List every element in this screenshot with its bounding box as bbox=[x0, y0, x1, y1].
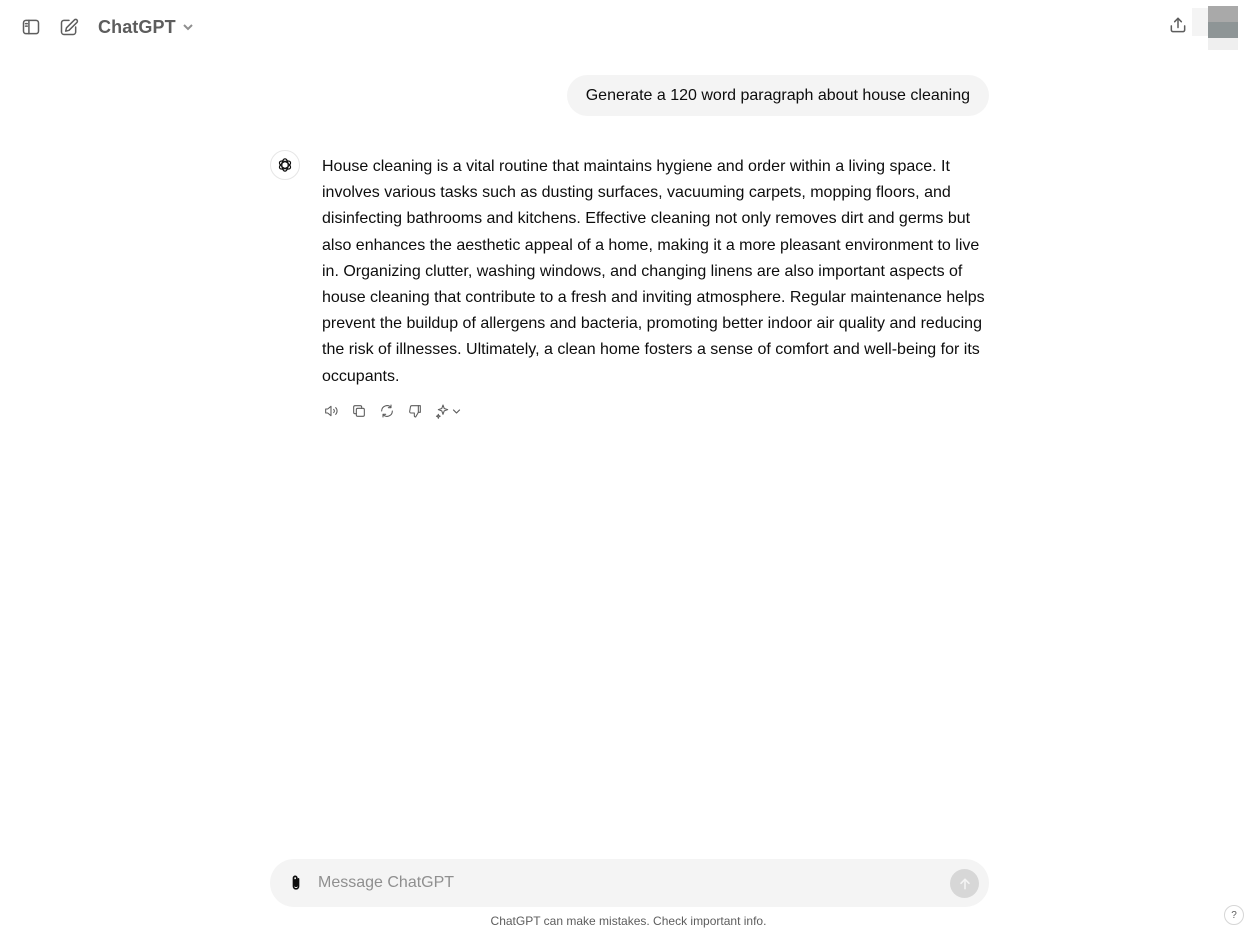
model-switch-button[interactable] bbox=[432, 400, 464, 422]
paperclip-icon bbox=[286, 873, 306, 893]
attach-button[interactable] bbox=[284, 871, 308, 895]
arrow-up-icon bbox=[957, 876, 973, 892]
app-title: ChatGPT bbox=[98, 16, 176, 37]
regenerate-icon bbox=[379, 403, 395, 419]
copy-icon bbox=[351, 403, 367, 419]
model-selector[interactable] bbox=[98, 14, 194, 40]
message-composer bbox=[270, 859, 989, 907]
user-avatar[interactable] bbox=[1192, 4, 1254, 50]
sparkle-icon bbox=[435, 403, 451, 419]
read-aloud-button[interactable] bbox=[320, 400, 342, 422]
message-input[interactable] bbox=[318, 869, 938, 897]
copy-button[interactable] bbox=[348, 400, 370, 422]
help-button[interactable]: ? bbox=[1224, 905, 1244, 925]
new-chat-icon bbox=[59, 17, 79, 37]
assistant-avatar bbox=[270, 150, 300, 180]
openai-logo-icon bbox=[276, 156, 294, 174]
top-bar bbox=[0, 0, 1257, 52]
regenerate-button[interactable] bbox=[376, 400, 398, 422]
send-button[interactable] bbox=[950, 869, 979, 898]
new-chat-button[interactable] bbox=[55, 13, 83, 41]
chevron-down-icon bbox=[452, 407, 461, 416]
chevron-down-icon bbox=[182, 21, 194, 33]
message-actions bbox=[320, 399, 464, 423]
thumbs-down-button[interactable] bbox=[404, 400, 426, 422]
share-button[interactable] bbox=[1164, 11, 1192, 39]
share-icon bbox=[1168, 15, 1188, 35]
read-aloud-icon bbox=[323, 403, 339, 419]
disclaimer-text: ChatGPT can make mistakes. Check important info. bbox=[490, 914, 767, 928]
thumbs-down-icon bbox=[407, 403, 423, 419]
sidebar-toggle-icon bbox=[21, 17, 41, 37]
assistant-message: House cleaning is a vital routine that maintains hygiene and order within a living space. It involves various tasks such as dusting surfaces, vacuuming carpets, mopping floors, and disinfecting bathrooms and kitchens. Effective cleaning not only removes dirt and germs but also enhances the aesthetic appeal of a home, making it a more pleasant environment to live in. Organizing clutter, washing windows, and changing linens are also important aspects of house cleaning that contribute to a fresh and inviting atmosphere. Regular maintenance helps prevent the buildup of allergens and bacteria, promoting better indoor air quality and reducing the risk of illnesses. Ultimately, a clean home fosters a sense of comfort and well-being for its occupants. bbox=[322, 158, 985, 385]
sidebar-toggle-button[interactable] bbox=[17, 13, 45, 41]
user-message: Generate a 120 word paragraph about house cleaning bbox=[567, 75, 989, 116]
